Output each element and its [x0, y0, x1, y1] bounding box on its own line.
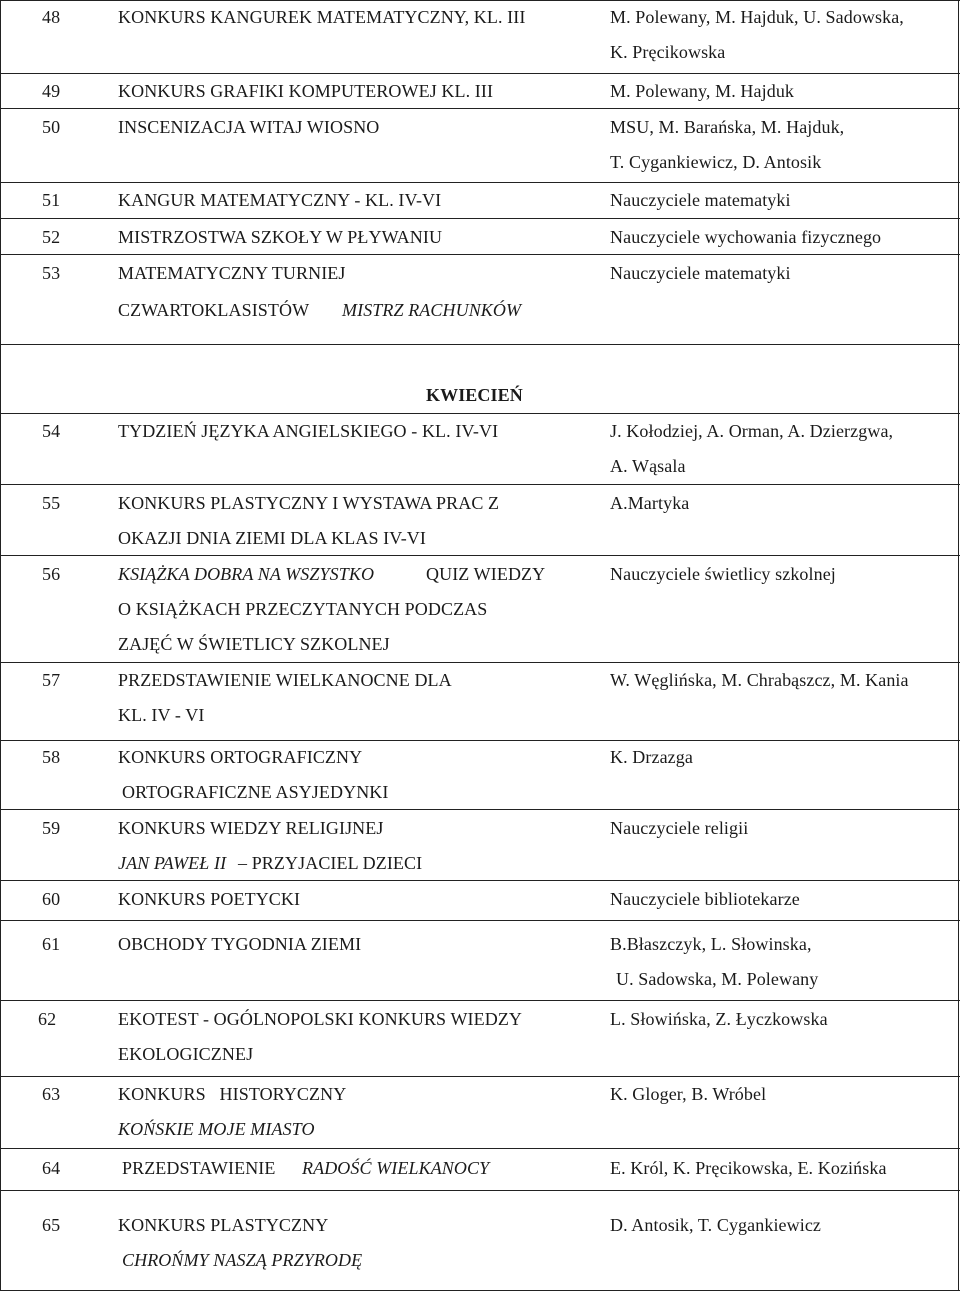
event-title: OKAZJI DNIA ZIEMI DLA KLAS IV-VI: [118, 528, 427, 548]
responsible-persons: B.Błaszczyk, L. Słowinska,: [610, 934, 812, 954]
row-divider: [0, 555, 960, 556]
row-divider: [0, 740, 960, 741]
row-divider: [0, 1190, 960, 1191]
row-divider: [0, 218, 960, 219]
responsible-persons: MSU, M. Barańska, M. Hajduk,: [610, 117, 845, 137]
event-title: INSCENIZACJA WITAJ WIOSNO: [118, 117, 380, 137]
row-divider: [0, 182, 960, 183]
event-title: TYDZIEŃ JĘZYKA ANGIELSKIEGO - KL. IV-VI: [118, 421, 499, 441]
event-title: KONKURS WIEDZY RELIGIJNEJ: [118, 818, 384, 838]
responsible-persons: J. Kołodziej, A. Orman, A. Dzierzgwa,: [610, 421, 894, 441]
event-title: – PRZYJACIEL DZIECI: [238, 853, 423, 873]
row-number: 50: [42, 117, 61, 137]
row-number: 58: [42, 747, 61, 767]
responsible-persons: M. Polewany, M. Hajduk, U. Sadowska,: [610, 7, 904, 27]
event-title: OBCHODY TYGODNIA ZIEMI: [118, 934, 362, 954]
event-title: KL. IV - VI: [118, 705, 205, 725]
responsible-persons: K. Pręcikowska: [610, 42, 726, 62]
event-title: ORTOGRAFICZNE ASYJEDYNKI: [122, 782, 389, 802]
event-title: O KSIĄŻKACH PRZECZYTANYCH PODCZAS: [118, 599, 488, 619]
month-header: KWIECIEŃ: [426, 385, 523, 405]
responsible-persons: Nauczyciele świetlicy szkolnej: [610, 564, 836, 584]
row-divider: [0, 1076, 960, 1077]
responsible-persons: A. Wąsala: [610, 456, 686, 476]
row-divider: [0, 254, 960, 255]
responsible-persons: K. Gloger, B. Wróbel: [610, 1084, 767, 1104]
row-divider: [0, 880, 960, 881]
row-number: 59: [42, 818, 61, 838]
event-title: EKOLOGICZNEJ: [118, 1044, 254, 1064]
responsible-persons: L. Słowińska, Z. Łyczkowska: [610, 1009, 828, 1029]
responsible-persons: M. Polewany, M. Hajduk: [610, 81, 795, 101]
event-title: EKOTEST - OGÓLNOPOLSKI KONKURS WIEDZY: [118, 1009, 523, 1029]
event-title: ZAJĘĆ W ŚWIETLICY SZKOLNEJ: [118, 634, 390, 654]
row-number: 57: [42, 670, 61, 690]
row-number: 54: [42, 421, 61, 441]
row-number: 60: [42, 889, 61, 909]
event-title: MISTRZOSTWA SZKOŁY W PŁYWANIU: [118, 227, 443, 247]
responsible-persons: Nauczyciele bibliotekarze: [610, 889, 800, 909]
responsible-persons: Nauczyciele matematyki: [610, 190, 791, 210]
row-number: 56: [42, 564, 61, 584]
row-number: 65: [42, 1215, 61, 1235]
row-number: 51: [42, 190, 61, 210]
event-title-italic: JAN PAWEŁ II: [118, 853, 227, 873]
row-divider: [0, 484, 960, 485]
responsible-persons: Nauczyciele matematyki: [610, 263, 791, 283]
responsible-persons: W. Węglińska, M. Chrabąszcz, M. Kania: [610, 670, 909, 690]
event-title: MATEMATYCZNY TURNIEJ: [118, 263, 346, 283]
event-title: KONKURS ORTOGRAFICZNY: [118, 747, 363, 767]
responsible-persons: Nauczyciele wychowania fizycznego: [610, 227, 882, 247]
row-divider: [0, 0, 960, 1]
event-title: KONKURS PLASTYCZNY: [118, 1215, 329, 1235]
event-title: KONKURS KANGUREK MATEMATYCZNY, KL. III: [118, 7, 526, 27]
row-divider: [0, 1148, 960, 1149]
row-number: 61: [42, 934, 61, 954]
responsible-persons: U. Sadowska, M. Polewany: [616, 969, 819, 989]
row-number: 48: [42, 7, 61, 27]
event-title: KONKURS PLASTYCZNY I WYSTAWA PRAC Z: [118, 493, 500, 513]
event-title-italic: CHROŃMY NASZĄ PRZYRODĘ: [122, 1250, 363, 1270]
row-divider: [0, 809, 960, 810]
responsible-persons: D. Antosik, T. Cygankiewicz: [610, 1215, 822, 1235]
event-title: KONKURS GRAFIKI KOMPUTEROWEJ KL. III: [118, 81, 494, 101]
row-number: 53: [42, 263, 61, 283]
row-number: 52: [42, 227, 61, 247]
event-title-italic: KOŃSKIE MOJE MIASTO: [118, 1119, 315, 1139]
row-divider: [0, 413, 960, 414]
event-title: KONKURS HISTORYCZNY: [118, 1084, 347, 1104]
event-title: PRZEDSTAWIENIE: [122, 1158, 276, 1178]
event-title: KANGUR MATEMATYCZNY - KL. IV-VI: [118, 190, 442, 210]
event-title-italic: KSIĄŻKA DOBRA NA WSZYSTKO: [118, 564, 375, 584]
table-right-border: [958, 0, 959, 1291]
event-title: QUIZ WIEDZY: [426, 564, 546, 584]
responsible-persons: Nauczyciele religii: [610, 818, 749, 838]
event-title-italic: MISTRZ RACHUNKÓW: [342, 300, 522, 320]
event-title: CZWARTOKLASISTÓW: [118, 300, 310, 320]
table-left-border: [0, 0, 1, 1291]
row-divider: [0, 108, 960, 109]
row-divider: [0, 73, 960, 74]
row-divider: [0, 1000, 960, 1001]
row-divider: [0, 344, 960, 345]
responsible-persons: E. Król, K. Pręcikowska, E. Kozińska: [610, 1158, 887, 1178]
row-number: 64: [42, 1158, 61, 1178]
row-number: 63: [42, 1084, 61, 1104]
responsible-persons: K. Drzazga: [610, 747, 693, 767]
event-title: PRZEDSTAWIENIE WIELKANOCNE DLA: [118, 670, 452, 690]
responsible-persons: T. Cygankiewicz, D. Antosik: [610, 152, 822, 172]
row-number: 62: [38, 1009, 57, 1029]
row-divider: [0, 920, 960, 921]
row-number: 49: [42, 81, 61, 101]
row-divider: [0, 662, 960, 663]
event-title-italic: RADOŚĆ WIELKANOCY: [302, 1158, 490, 1178]
event-title: KONKURS POETYCKI: [118, 889, 301, 909]
responsible-persons: A.Martyka: [610, 493, 690, 513]
row-number: 55: [42, 493, 61, 513]
